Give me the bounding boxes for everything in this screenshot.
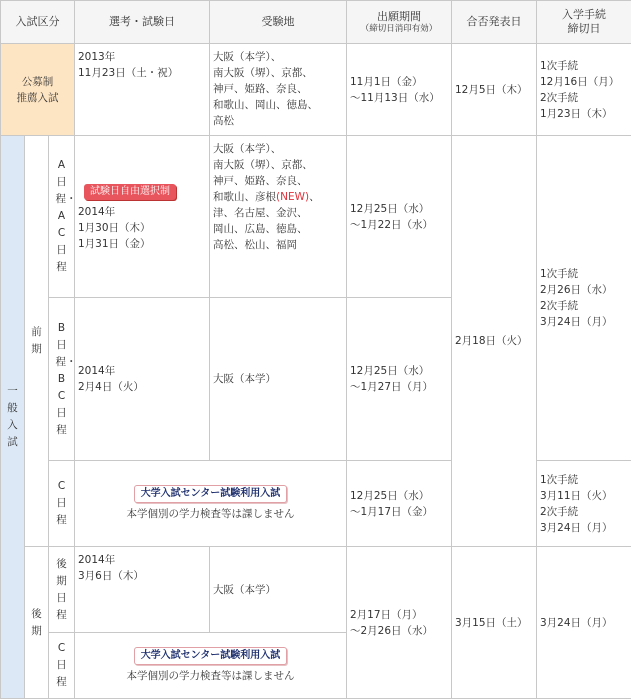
row-suisen — [1, 44, 631, 136]
c-period: 12月25日（水） ～1月17日（金） — [347, 461, 452, 547]
header-period: 出願期間 （締切日消印有効） — [347, 1, 452, 44]
c-label: C日程 — [49, 461, 75, 547]
kouki-c-label: C日程 — [49, 633, 75, 699]
kouki-main-label: 後期日程 — [49, 547, 75, 633]
free-choice-badge: 試験日自由選択制 — [84, 184, 176, 200]
kouki-c-center-exam: 大学入試センター試験利用入試 本学個別の学力検査等は課しません — [75, 633, 347, 699]
ac-period: 12月25日（水） ～1月22日（水） — [347, 136, 452, 298]
header-category: 入試区分 — [1, 1, 75, 44]
kouki-period: 2月17日（月） ～2月26日（水） — [347, 547, 452, 699]
header-venue: 受験地 — [210, 1, 347, 44]
new-badge: (NEW) — [276, 191, 310, 203]
kouki-label: 後期 — [25, 547, 49, 699]
header-procedure: 入学手続 締切日 — [537, 1, 631, 44]
zenki-label: 前期 — [25, 136, 49, 547]
category-ippan: 一般入試 — [1, 136, 25, 699]
zenki-procedure: 1次手続 2月26日（水） 2次手続 3月24日（月） — [537, 136, 631, 461]
kouki-procedure: 3月24日（月） — [537, 547, 631, 699]
center-exam-badge: 大学入試センター試験利用入試 — [134, 647, 288, 665]
ac-venue: 大阪（本学）、 南大阪（堺）、京都、 神戸、姫路、奈良、 和歌山、彦根(NEW)、 津、名古屋、金沢、 岡山、広島、徳島、 高松、松山、福岡 — [210, 136, 347, 298]
suisen-venue: 大阪（本学）、 南大阪（堺）、京都、 神戸、姫路、奈良、 和歌山、岡山、徳島、 高松 — [210, 44, 347, 136]
bc-venue: 大阪（本学） — [210, 298, 347, 461]
kouki-announce: 3月15日（土） — [452, 547, 537, 699]
ac-date: 試験日自由選択制 2014年 1月30日（木） 1月31日（金） — [75, 136, 210, 298]
suisen-period: 11月1日（金） ～11月13日（水） — [347, 44, 452, 136]
bc-period: 12月25日（水） ～1月27日（月） — [347, 298, 452, 461]
suisen-announce: 12月5日（木） — [452, 44, 537, 136]
zenki-announce: 2月18日（火） — [452, 136, 537, 547]
suisen-procedure: 1次手続 12月16日（月） 2次手続 1月23日（木） — [537, 44, 631, 136]
bc-date: 2014年 2月4日（火） — [75, 298, 210, 461]
suisen-date: 2013年 11月23日（土・祝） — [75, 44, 210, 136]
c-center-exam: 大学入試センター試験利用入試 本学個別の学力検査等は課しません — [75, 461, 347, 547]
kouki-date: 2014年 3月6日（木） — [75, 547, 210, 633]
bc-label: B日程・BC日程 — [49, 298, 75, 461]
center-exam-badge: 大学入試センター試験利用入試 — [134, 485, 288, 503]
header-date: 選考・試験日 — [75, 1, 210, 44]
category-suisen: 公募制 推薦入試 — [1, 44, 75, 136]
row-c — [1, 461, 631, 547]
kouki-venue: 大阪（本学） — [210, 547, 347, 633]
c-procedure: 1次手続 3月11日（火） 2次手続 3月24日（月） — [537, 461, 631, 547]
row-kouki — [1, 547, 631, 633]
header-announce: 合否発表日 — [452, 1, 537, 44]
ac-label: A日程・AC日程 — [49, 136, 75, 298]
row-ac — [1, 136, 631, 298]
